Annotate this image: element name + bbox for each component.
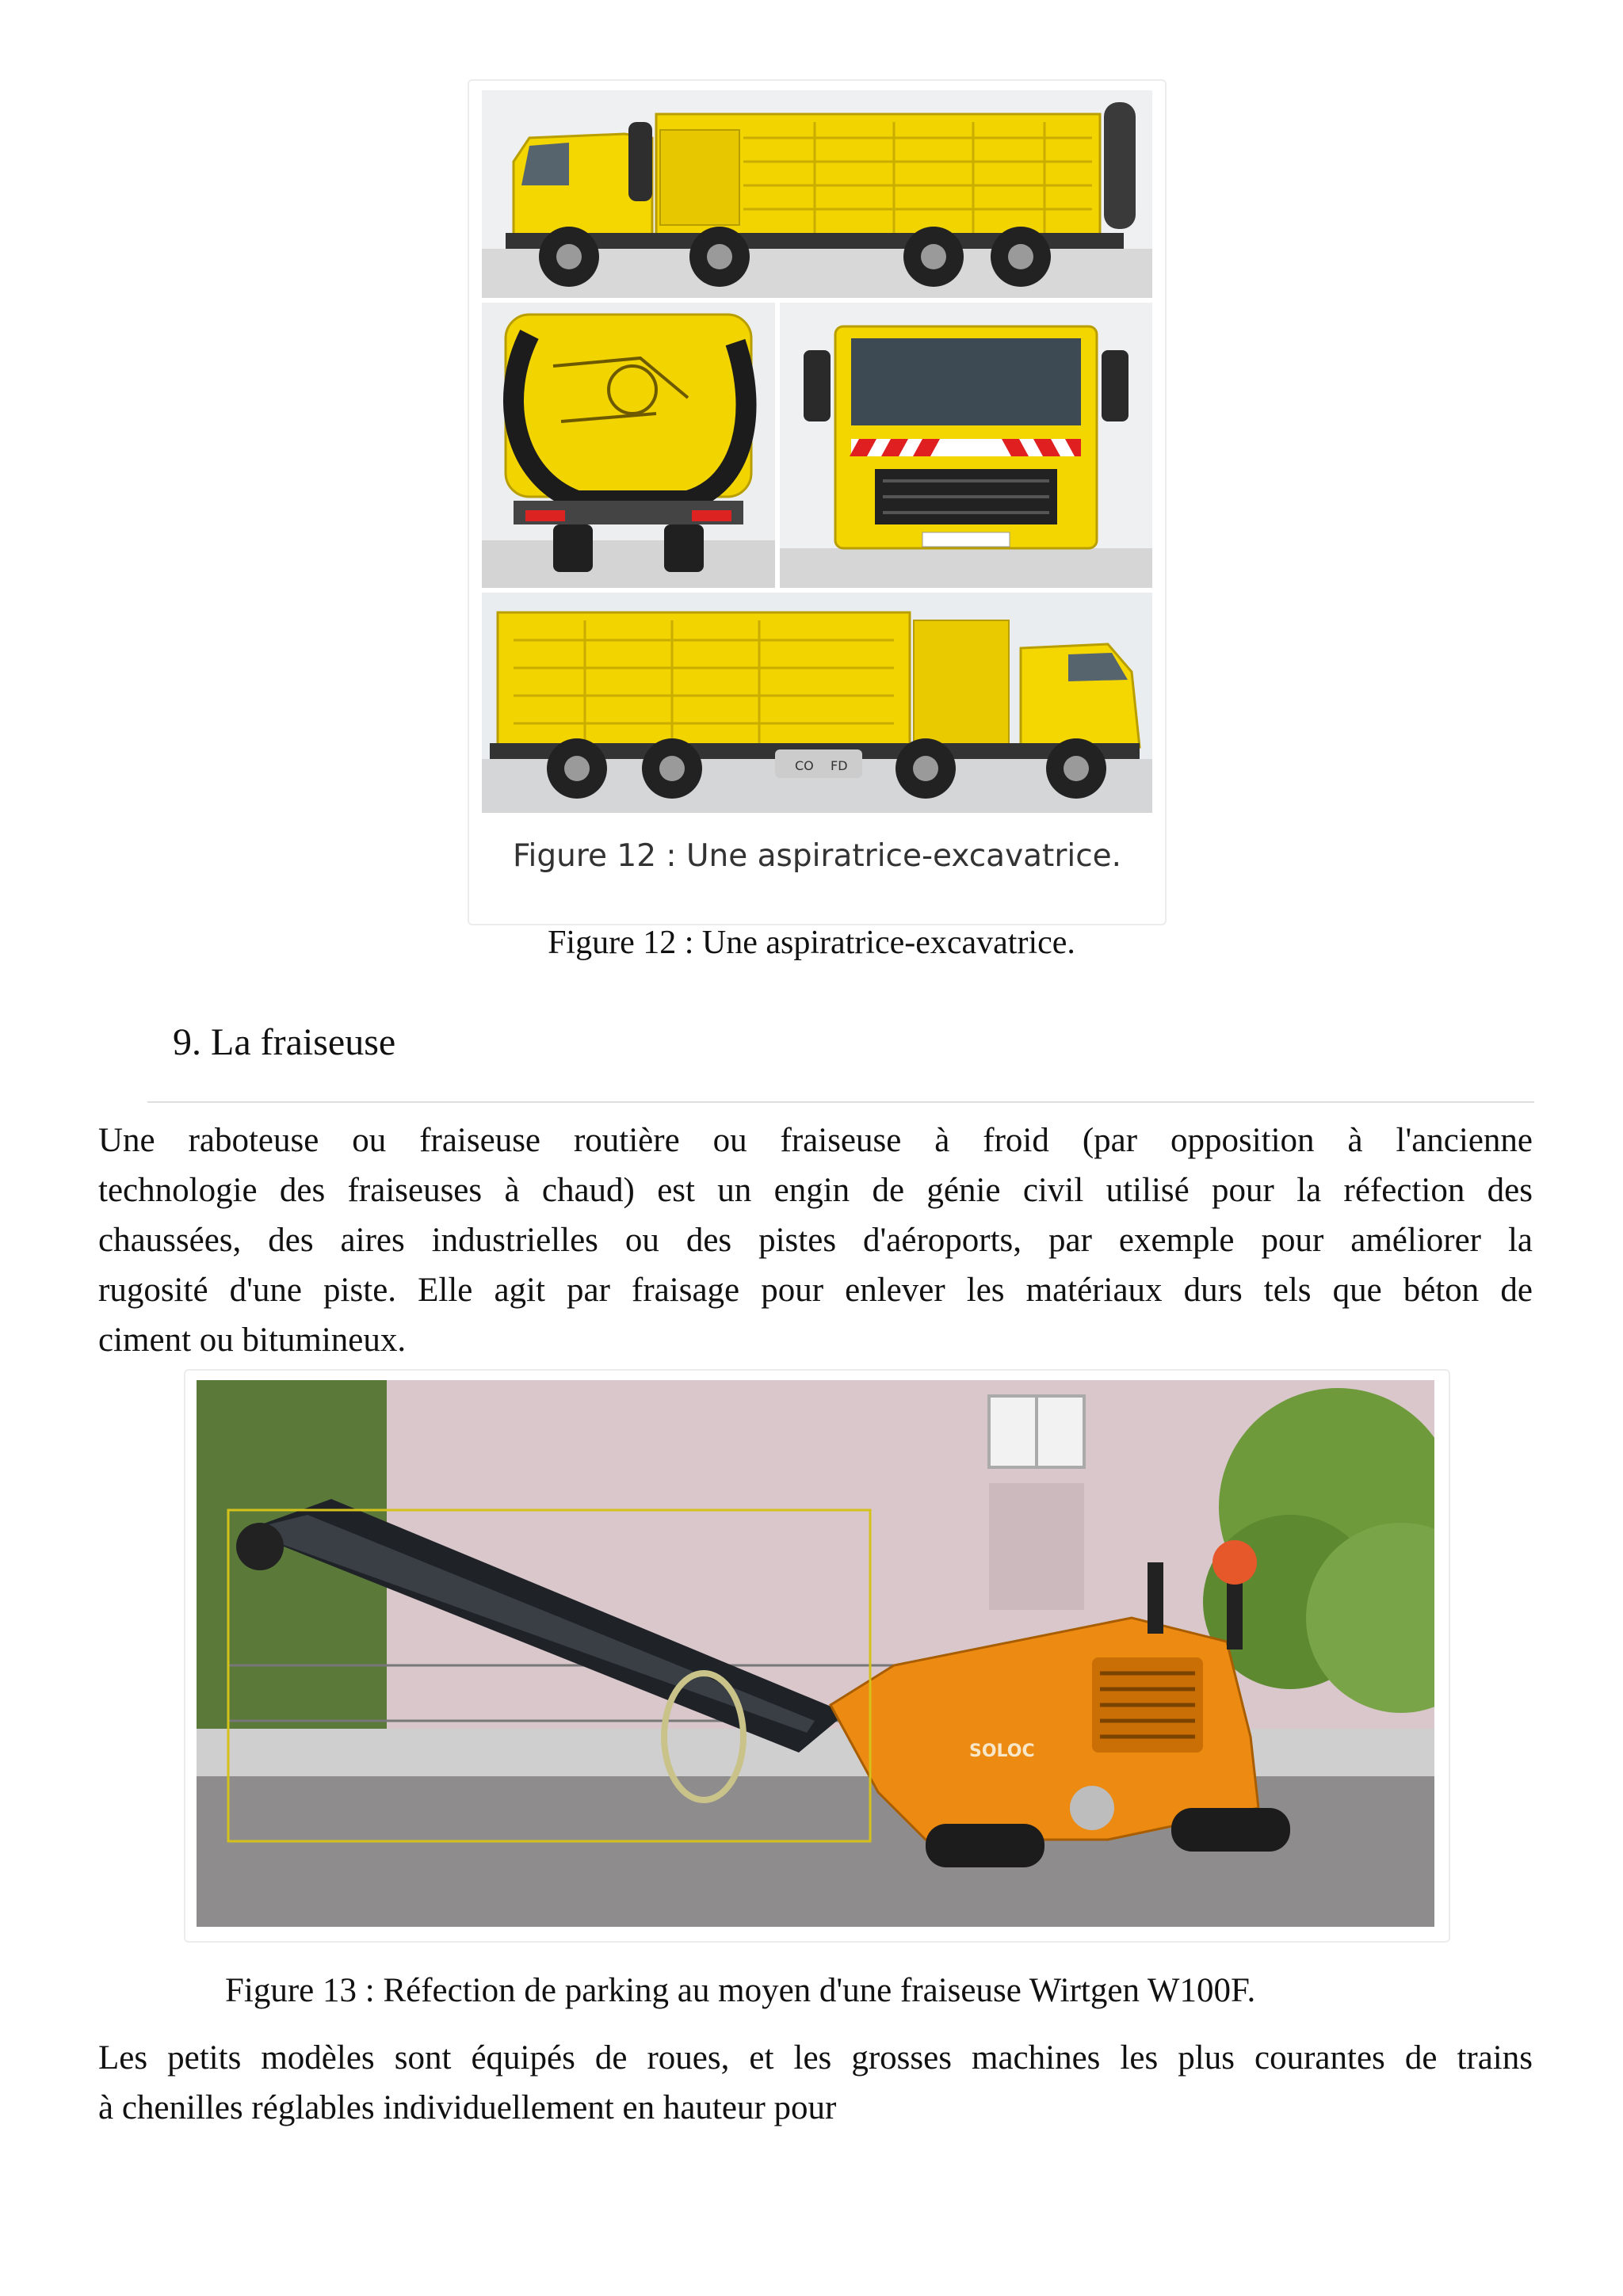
paragraph-line: Les petits modèles sont équipés de roues, et les grosses machines les plus courantes de trains	[98, 2039, 1533, 2077]
figure-12-image	[482, 90, 1152, 813]
figure-12-embedded-caption: Figure 12 : Une aspiratrice-excavatrice.	[512, 838, 1122, 874]
machine-logo-text: SOLOC	[969, 1741, 1035, 1761]
truck-side-label-2: FD	[831, 758, 848, 773]
section-divider	[147, 1101, 1534, 1103]
paragraph-line: à chenilles réglables individuellement en hauteur pour	[98, 2089, 837, 2126]
figure-13-caption: Figure 13 : Réfection de parking au moyen d'une fraiseuse Wirtgen W100F.	[225, 1972, 1256, 2009]
section-heading: 9. La fraiseuse	[173, 1021, 396, 1063]
truck-side-label-1: CO	[795, 758, 814, 773]
truck-side-view-right-photo	[482, 593, 1152, 813]
truck-side-view-left-photo	[482, 90, 1152, 298]
paragraph-line: rugosité d'une piste. Elle agit par fraisage pour enlever les matériaux durs tels que béton de	[98, 1272, 1533, 1309]
truck-front-view-photo	[780, 303, 1152, 588]
paragraph-line: chaussées, des aires industrielles ou des pistes d'aéroports, par exemple pour améliorer la	[98, 1222, 1533, 1259]
figure-13-milling-machine-photo	[197, 1380, 1434, 1927]
paragraph-line: ciment ou bitumineux.	[98, 1322, 407, 1359]
figure-12-caption: Figure 12 : Une aspiratrice-excavatrice.	[548, 925, 1075, 961]
truck-rear-view-photo	[482, 303, 775, 588]
paragraph-description	[98, 1116, 1533, 1365]
paragraph-line: Une raboteuse ou fraiseuse routière ou fraiseuse à froid (par opposition à l'ancienne	[98, 1122, 1533, 1159]
paragraph-line: technologie des fraiseuses à chaud) est un engin de génie civil utilisé pour la réfection des	[98, 1172, 1533, 1209]
paragraph-continuation	[98, 2033, 1533, 2133]
